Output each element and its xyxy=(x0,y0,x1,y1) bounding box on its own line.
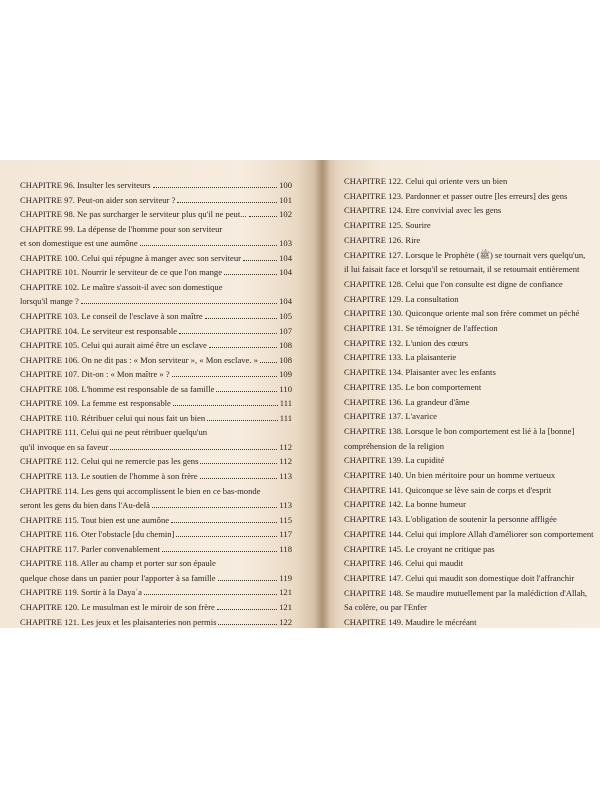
toc-entry xyxy=(344,396,598,408)
toc-leader-dots xyxy=(171,515,277,523)
toc-page-number: 121 xyxy=(279,601,292,612)
toc-entry xyxy=(20,470,292,482)
toc-leader-dots xyxy=(179,326,277,334)
right-page xyxy=(322,160,600,628)
toc-leader-dots xyxy=(218,573,278,581)
toc-page-number: 121 xyxy=(279,587,292,598)
toc-entry-title: CHAPITRE 126. Rire xyxy=(344,234,421,245)
toc-entry xyxy=(344,543,598,555)
toc-entry-title: Sa colère, ou par l'Enfer xyxy=(344,602,427,613)
toc-page-number: 113 xyxy=(279,500,292,511)
toc-entry-title: CHAPITRE 127. Lorsque le Prophète (ﷺ) se tournait vers quelqu'un, xyxy=(344,249,586,260)
toc-entry-title: CHAPITRE 144. Celui qui implore Allah d'améliorer son comportement xyxy=(344,528,594,539)
toc-entry-title: CHAPITRE 146. Celui qui maudit xyxy=(344,558,464,569)
toc-entry-title: quelque chose dans un panier pour l'apporter à sa famille xyxy=(20,572,216,583)
toc-entry-title: CHAPITRE 128. Celui que l'on consulte est digne de confiance xyxy=(344,278,563,289)
toc-entry xyxy=(344,234,598,246)
toc-entry-title: CHAPITRE 109. La femme est responsable xyxy=(20,398,171,409)
toc-entry-title: CHAPITRE 136. La grandeur d'âme xyxy=(344,396,470,407)
toc-page-number: 108 xyxy=(279,354,292,365)
book-gutter xyxy=(314,160,330,628)
toc-entry-title: lorsqu'il mange ? xyxy=(20,296,79,307)
toc-entry-title: qu'il invoque en sa faveur xyxy=(20,441,109,452)
toc-entry-title: CHAPITRE 97. Peut-on aider son serviteur ? xyxy=(20,194,176,205)
toc-entry xyxy=(20,194,292,206)
toc-entry xyxy=(344,293,598,305)
toc-leader-dots xyxy=(177,195,277,203)
toc-entry xyxy=(20,514,292,526)
toc-entry-title: CHAPITRE 148. Se maudire mutuellement par la malédiction d'Allah, xyxy=(344,587,588,598)
toc-entry xyxy=(20,426,292,438)
toc-entry xyxy=(344,601,598,613)
toc-entry xyxy=(20,295,292,307)
toc-entry xyxy=(344,204,598,216)
toc-entry xyxy=(20,368,292,380)
toc-entry xyxy=(344,572,598,584)
toc-entry-title: CHAPITRE 112. Celui qui ne remercie pas les gens xyxy=(20,456,199,467)
toc-entry-title: CHAPITRE 139. La cupidité xyxy=(344,455,445,466)
toc-entry-title: CHAPITRE 111. Celui qui ne peut rétribuer quelqu'un xyxy=(20,427,208,438)
toc-entry-title: CHAPITRE 123. Pardonner et passer outre [les erreurs] des gens xyxy=(344,190,568,201)
toc-entry xyxy=(20,281,292,293)
toc-entry-title: CHAPITRE 101. Nourrir le serviteur de ce que l'on mange xyxy=(20,267,223,278)
toc-page-number: 102 xyxy=(279,209,292,220)
toc-entry xyxy=(20,237,292,249)
toc-entry-title: CHAPITRE 134. Plaisanter avec les enfants xyxy=(344,367,496,378)
toc-entry-title: CHAPITRE 102. Le maître s'assoit-il avec son domestique xyxy=(20,281,223,292)
toc-leader-dots xyxy=(216,384,277,392)
toc-entry-title: CHAPITRE 96. Insulter les serviteurs xyxy=(20,180,151,190)
toc-entry xyxy=(20,266,292,278)
toc-entry-title: CHAPITRE 138. Lorsque le bon comportement est lié à la [bonne] xyxy=(344,425,575,436)
toc-page-number: 111 xyxy=(279,412,292,423)
toc-page-number: 118 xyxy=(279,543,292,554)
toc-entry-title: CHAPITRE 98. Ne pas surcharger le serviteur plus qu'il ne peut... xyxy=(20,209,247,220)
toc-entry xyxy=(20,223,292,235)
toc-leader-dots xyxy=(144,587,277,595)
toc-entry-title: CHAPITRE 119. Sortir à la Dayaʿa xyxy=(20,587,142,598)
toc-leader-dots xyxy=(140,238,277,246)
toc-entry xyxy=(20,179,292,191)
toc-entry-title: CHAPITRE 142. La bonne humeur xyxy=(344,499,466,510)
toc-page-number: 112 xyxy=(279,441,292,452)
toc-page-number: 122 xyxy=(279,616,292,627)
toc-entry xyxy=(344,190,598,202)
toc-entry xyxy=(344,351,598,363)
toc-leader-dots xyxy=(110,442,277,450)
toc-entry xyxy=(344,587,598,599)
toc-entry-title: CHAPITRE 129. La consultation xyxy=(344,293,459,304)
toc-leader-dots xyxy=(200,456,277,464)
toc-entry xyxy=(344,498,598,510)
toc-entry-title: CHAPITRE 147. Celui qui maudit son domestique doit l'affranchir xyxy=(344,572,575,583)
toc-entry-title: CHAPITRE 108. L'homme est responsable de sa famille xyxy=(20,383,215,394)
toc-page-number: 108 xyxy=(279,340,292,351)
toc-entry xyxy=(20,572,292,584)
toc-entry-title: CHAPITRE 135. Le bon comportement xyxy=(344,381,482,392)
toc-entry xyxy=(20,528,292,540)
toc-entry xyxy=(20,412,292,424)
toc-leader-dots xyxy=(249,209,277,217)
toc-entry-title: CHAPITRE 115. Tout bien est une aumône xyxy=(20,514,170,525)
toc-leader-dots xyxy=(172,369,277,377)
toc-entry-title: CHAPITRE 145. Le croyant ne critique pas xyxy=(344,543,495,554)
toc-entry-title: CHAPITRE 118. Aller au champ et porter sur son épaule xyxy=(20,558,216,569)
toc-entry xyxy=(344,484,598,496)
toc-leader-dots xyxy=(209,340,277,348)
toc-entry-title: CHAPITRE 149. Maudire le mécréant xyxy=(344,617,477,627)
toc-leader-dots xyxy=(218,617,277,625)
toc-page-number: 103 xyxy=(279,238,292,249)
toc-entry-title: CHAPITRE 106. On ne dit pas : « Mon serviteur », « Mon esclave. » xyxy=(20,354,258,365)
toc-entry xyxy=(20,339,292,351)
toc-entry xyxy=(344,278,598,290)
toc-entry xyxy=(20,616,292,628)
toc-entry-title: CHAPITRE 132. L'union des cœurs xyxy=(344,337,469,348)
toc-entry-title: CHAPITRE 143. L'obligation de soutenir la personne affligée xyxy=(344,514,557,525)
toc-entry-title: CHAPITRE 130. Quiconque oriente mal son frère commet un péché xyxy=(344,308,580,319)
toc-entry xyxy=(344,307,598,319)
toc-entry xyxy=(344,528,598,540)
toc-leader-dots xyxy=(81,296,277,304)
toc-entry-title: CHAPITRE 122. Celui qui oriente vers un bien xyxy=(344,176,508,186)
toc-entry-title: CHAPITRE 104. Le serviteur est responsable xyxy=(20,325,178,336)
toc-entry-title: CHAPITRE 113. Le soutien de l'homme à son frère xyxy=(20,471,198,481)
toc-leader-dots xyxy=(205,311,277,319)
toc-entry-title: CHAPITRE 116. Oter l'obstacle [du chemin] xyxy=(20,529,175,540)
toc-entry xyxy=(20,485,292,497)
toc-entry xyxy=(20,441,292,453)
toc-entry xyxy=(20,383,292,395)
toc-entry-title: il lui faisait face et lorsqu'il se retournait, il se retournait entièrement xyxy=(344,264,580,275)
toc-entry xyxy=(20,208,292,220)
toc-entry-title: CHAPITRE 120. Le musulman est le miroir de son frère xyxy=(20,601,215,612)
toc-leader-dots xyxy=(207,413,278,421)
toc-leader-dots xyxy=(200,471,278,479)
toc-entry xyxy=(344,337,598,349)
toc-entry xyxy=(344,425,598,437)
toc-entry-title: CHAPITRE 110. Rétribuer celui qui nous fait un bien xyxy=(20,412,206,423)
toc-entry-title: CHAPITRE 131. Se témoigner de l'affection xyxy=(344,323,498,333)
toc-entry xyxy=(344,469,598,481)
toc-entry-title: CHAPITRE 140. Un bien méritoire pour un homme vertueux xyxy=(344,470,556,480)
left-page xyxy=(0,160,322,628)
toc-entry xyxy=(344,454,598,466)
toc-entry xyxy=(20,397,292,409)
toc-entry xyxy=(344,410,598,422)
toc-page-number: 112 xyxy=(279,456,292,467)
toc-entry xyxy=(20,499,292,511)
toc-leader-dots xyxy=(153,180,278,188)
toc-entry xyxy=(344,249,598,261)
toc-entry-title: CHAPITRE 103. Le conseil de l'esclave à son maître xyxy=(20,310,203,321)
toc-entry xyxy=(344,440,598,452)
toc-entry-title: CHAPITRE 107. Dit-on : « Mon maître » ? xyxy=(20,369,170,380)
toc-page-number: 119 xyxy=(279,572,292,583)
toc-entry xyxy=(20,310,292,322)
toc-entry-title: et son domestique est une aumône xyxy=(20,238,138,249)
toc-entry-title: CHAPITRE 100. Celui qui répugne à manger avec son serviteur xyxy=(20,252,241,263)
toc-entry xyxy=(344,219,598,231)
toc-entry xyxy=(344,263,598,275)
toc-leader-dots xyxy=(260,355,277,363)
toc-entry-title: CHAPITRE 124. Etre convivial avec les gens xyxy=(344,205,502,216)
toc-entry-title: CHAPITRE 125. Sourire xyxy=(344,220,431,231)
toc-entry xyxy=(344,175,598,187)
toc-entry xyxy=(20,601,292,613)
toc-leader-dots xyxy=(162,544,277,552)
toc-entry-title: CHAPITRE 141. Quiconque se lève sain de corps et d'esprit xyxy=(344,484,552,495)
toc-entry xyxy=(20,252,292,264)
toc-page-number: 104 xyxy=(279,252,292,263)
toc-entry xyxy=(344,513,598,525)
toc-page-number: 109 xyxy=(279,369,292,380)
toc-entry xyxy=(344,366,598,378)
toc-page-number: 107 xyxy=(279,325,292,336)
toc-leader-dots xyxy=(217,602,277,610)
toc-entry xyxy=(20,557,292,569)
toc-page-number: 115 xyxy=(279,514,292,525)
toc-page-number: 113 xyxy=(279,471,292,481)
toc-page-number: 111 xyxy=(279,398,292,409)
toc-entry-title: CHAPITRE 105. Celui qui aurait aimé être un esclave xyxy=(20,340,207,351)
toc-page-number: 117 xyxy=(279,529,292,540)
toc-entry-title: CHAPITRE 133. La plaisanterie xyxy=(344,352,457,363)
toc-entry xyxy=(20,586,292,598)
toc-leader-dots xyxy=(173,398,278,406)
toc-entry xyxy=(20,455,292,467)
toc-leader-dots xyxy=(176,529,277,537)
toc-entry-title: CHAPITRE 137. L'avarice xyxy=(344,411,437,422)
toc-entry-title: CHAPITRE 117. Parler convenablement xyxy=(20,543,161,554)
toc-leader-dots xyxy=(224,267,277,275)
toc-entry xyxy=(344,381,598,393)
toc-entry-title: compréhension de la religion xyxy=(344,440,444,451)
toc-entry xyxy=(20,543,292,555)
toc-entry xyxy=(20,325,292,337)
toc-page-number: 104 xyxy=(279,296,292,307)
toc-entry-title: CHAPITRE 99. La dépense de l'homme pour son serviteur xyxy=(20,223,223,234)
toc-leader-dots xyxy=(243,253,277,261)
toc-entry-title: CHAPITRE 121. Les jeux et les plaisanteries non permis xyxy=(20,616,217,627)
toc-page-number: 105 xyxy=(279,310,292,321)
open-book-spread xyxy=(0,160,600,628)
toc-leader-dots xyxy=(152,500,277,508)
toc-page-number: 110 xyxy=(279,383,292,394)
toc-entry-title: seront les gens du bien dans l'Au-delà xyxy=(20,500,150,511)
toc-page-number: 104 xyxy=(279,267,292,278)
toc-page-number: 101 xyxy=(279,194,292,205)
toc-entry-title: CHAPITRE 114. Les gens qui accomplissent le bien en ce bas-monde xyxy=(20,485,261,496)
toc-entry xyxy=(344,616,598,628)
toc-entry xyxy=(344,557,598,569)
toc-entry xyxy=(20,354,292,366)
toc-page-number: 100 xyxy=(279,180,292,190)
toc-entry xyxy=(344,322,598,334)
